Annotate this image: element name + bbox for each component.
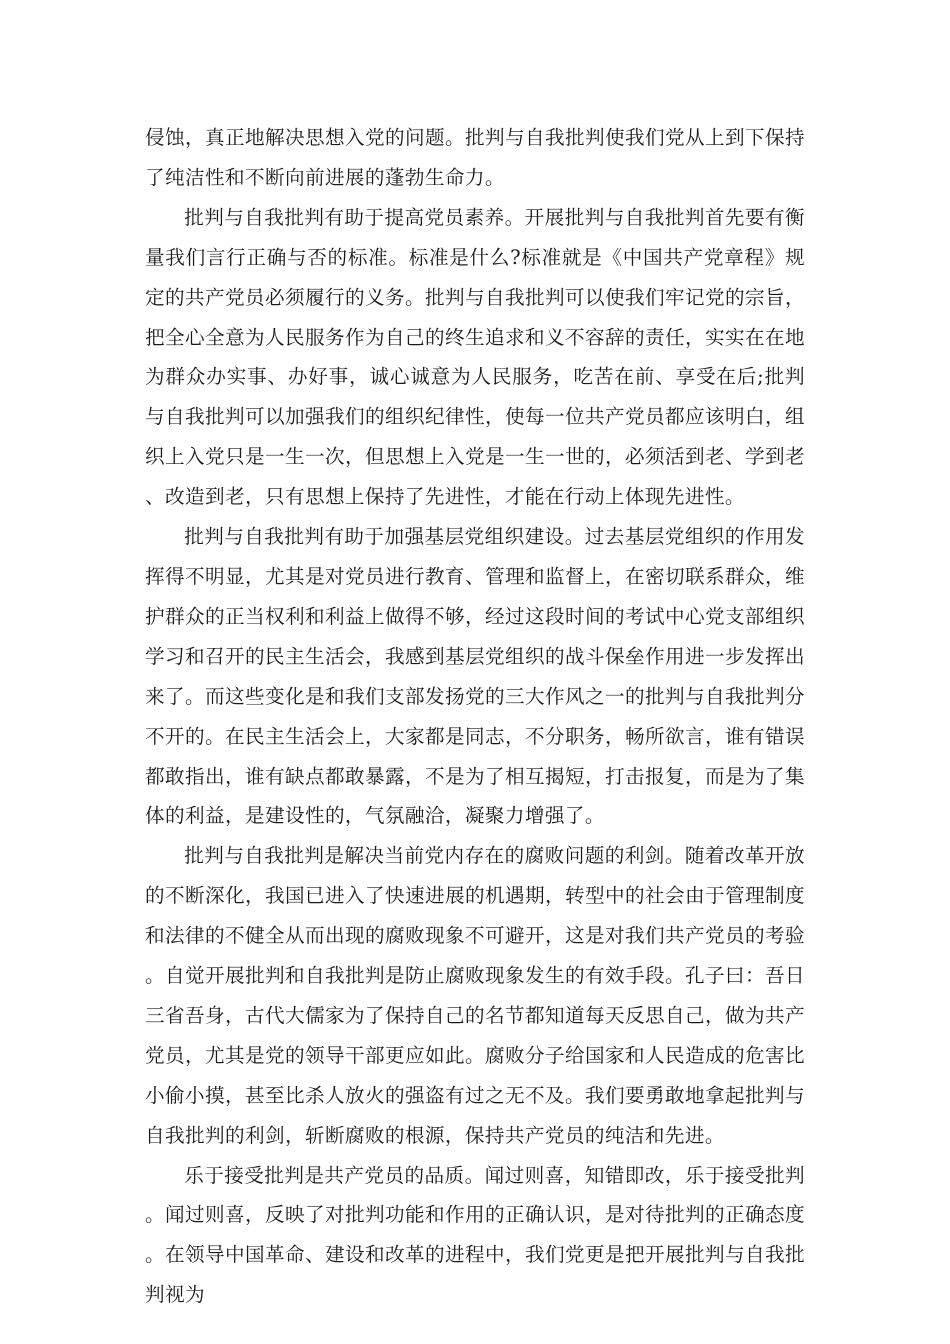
- paragraph-continuation: 侵蚀，真正地解决思想入党的问题。批判与自我批判使我们党从上到下保持了纯洁性和不断向前进展的蓬勃生命力。: [145, 126, 805, 189]
- paragraph-anti-corruption: 批判与自我批判是解决当前党内存在的腐败问题的利剑。随着改革开放的不断深化，我国已进入了快速进展的机遇期，转型中的社会由于管理制度和法律的不健全从而出现的腐败现象不可避开，这是对我们共产党员的考验。自觉开展批判和自我批判是防止腐败现象发生的有效手段。孔子曰：吾日三省吾身，古代大儒家为了保持自己的名节都知道每天反思自己，做为共产党员，尤其是党的领导干部更应如此。腐败分子给国家和人民造成的危害比小偷小摸，甚至比杀人放火的强盗有过之无不及。我们要勇敢地拿起批判与自我批判的利剑，斩断腐败的根源，保持共产党员的纯洁和先进。: [145, 844, 805, 1147]
- paragraph-party-member-quality: 批判与自我批判有助于提高党员素养。开展批判与自我批判首先要有衡量我们言行正确与否的标准。标准是什么?标准就是《中国共产党章程》规定的共产党员必须履行的义务。批判与自我批判可以使我们牢记党的宗旨，把全心全意为人民服务作为自己的终生追求和义不容辞的责任，实实在在地为群众办实事、办好事，诚心诚意为人民服务，吃苦在前、享受在后;批判与自我批判可以加强我们的组织纪律性，使每一位共产党员都应该明白，组织上入党只是一生一次，但思想上入党是一生一世的，必须活到老、学到老、改造到老，只有思想上保持了先进性，才能在行动上体现先进性。: [145, 205, 805, 509]
- paragraph-grassroots-organization: 批判与自我批判有助于加强基层党组织建设。过去基层党组织的作用发挥得不明显，尤其是对党员进行教育、管理和监督上，在密切联系群众，维护群众的正当权利和利益上做得不够，经过这段时间的考试中心党支部组织学习和召开的民主生活会，我感到基层党组织的战斗保垒作用进一步发挥出来了。而这些变化是和我们支部发扬党的三大作风之一的批判与自我批判分不开的。在民主生活会上，大家都是同志，不分职务，畅所欲言，谁有错误都敢指出，谁有缺点都敢暴露，不是为了相互揭短，打击报复，而是为了集体的利益，是建设性的，气氛融洽，凝聚力增强了。: [145, 525, 805, 828]
- document-body: [145, 118, 805, 1315]
- paragraph-accept-criticism: 乐于接受批判是共产党员的品质。闻过则喜，知错即改，乐于接受批判。闻过则喜，反映了对批判功能和作用的正确认识，是对待批判的正确态度。在领导中国革命、建设和改革的进程中，我们党更是把开展批判与自我批判视为: [145, 1163, 805, 1307]
